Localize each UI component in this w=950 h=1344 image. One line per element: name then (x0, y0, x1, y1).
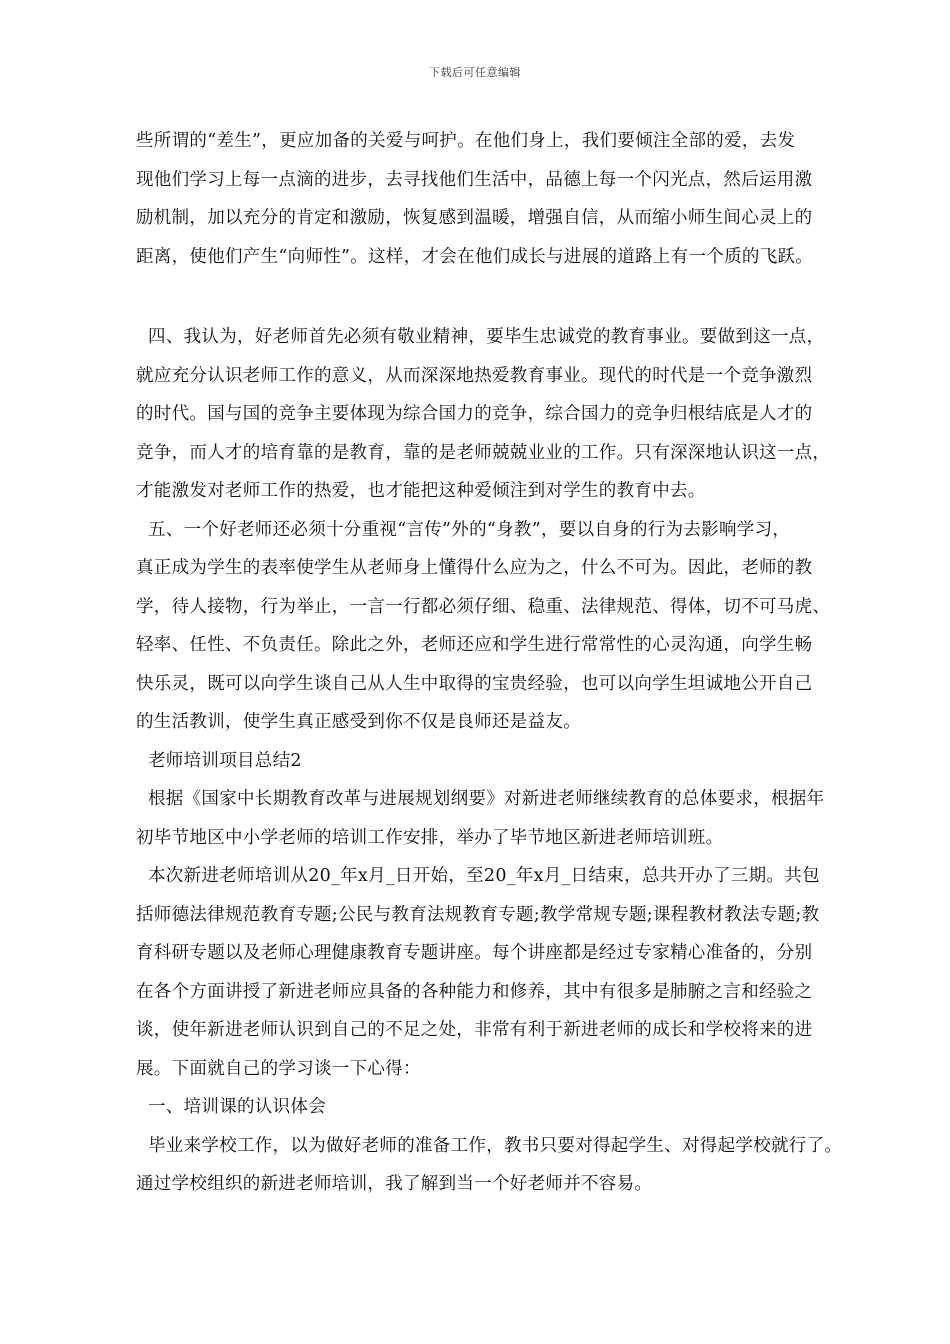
paragraph-line: 通过学校组织的新进老师培训，我了解到当一个好老师并不容易。 (136, 1174, 653, 1194)
paragraph-line: 些所谓的“差生”，更应加备的关爱与呵护。在他们身上，我们要倾注全部的爱，去发 (136, 131, 796, 151)
paragraph-line: 距离，使他们产生“向师性”。这样，才会在他们成长与进展的道路上有一个质的飞跃。 (136, 246, 814, 267)
paragraph-line: 初毕节地区中小学老师的培训工作安排，举办了毕节地区新进老师培训班。 (136, 827, 724, 848)
paragraph-line: 在各个方面讲授了新进老师应具备的各种能力和修养，其中有很多是肺腑之言和经验之 (136, 981, 813, 1002)
paragraph-line: 励机制，加以充分的肯定和激励，恢复感到温暖，增强自信，从而缩小师生间心灵上的 (136, 208, 813, 228)
paragraph-line: 括师德法律规范教育专题;公民与教育法规教育专题;教学常规专题;课程教材教法专题;教 (136, 904, 820, 925)
paragraph-line: 轻率、任性、不负责任。除此之外，老师还应和学生进行常常性的心灵沟通，向学生畅 (136, 635, 813, 655)
paragraph-line: 竞争，而人才的培育靠的是教育，靠的是老师兢兢业业的工作。只有深深地认识这一点， (136, 442, 831, 463)
paragraph-line: 学，待人接物，行为举止，一言一行都必须仔细、稳重、法律规范、得体，切不可马虎、 (136, 596, 831, 617)
paragraph-line: 谈，使年新进老师认识到自己的不足之处，非常有利于新进老师的成长和学校将来的进 (136, 1020, 813, 1040)
paragraph-line: 展。下面就自己的学习谈一下心得： (136, 1058, 421, 1079)
paragraph-gap (136, 276, 896, 318)
section-title: 老师培训项目总结2 (148, 750, 302, 771)
paragraph-line: 育科研专题以及老师心理健康教育专题讲座。每个讲座都是经过专家精心准备的，分别 (136, 943, 813, 963)
paragraph-line: 现他们学习上每一点滴的进步，去寻找他们生活中，品德上每一个闪光点，然后运用激 (136, 169, 813, 190)
paragraph-line: 五、一个好老师还必须十分重视“言传”外的“身教”，要以自身的行为去影响学习， (148, 519, 791, 540)
page-header: 下载后可任意编辑 (429, 66, 521, 79)
paragraph-line: 毕业来学校工作，以为做好老师的准备工作，教书只要对得起学生、对得起学校就行了。 (148, 1135, 843, 1156)
paragraph-line: 快乐灵，既可以向学生谈自己从人生中取得的宝贵经验，也可以向学生坦诚地公开自己 (136, 673, 813, 694)
paragraph-line: 的生活教训，使学生真正感受到你不仅是良师还是益友。 (136, 712, 581, 732)
paragraph-line: 真正成为学生的表率使学生从老师身上懂得什么应为之，什么不可为。因此，老师的教 (136, 558, 813, 578)
paragraph-line: 根据《国家中长期教育改革与进展规划纲要》对新进老师继续教育的总体要求，根据年 (148, 789, 825, 809)
subsection-title: 一、培训课的认识体会 (148, 1097, 326, 1117)
paragraph-line: 的时代。国与国的竞争主要体现为综合国力的竞争，综合国力的竞争归根结底是人才的 (136, 404, 813, 424)
paragraph-line: 本次新进老师培训从20_年x月_日开始，至20_年x月_日结束，总共开办了三期。共包 (148, 866, 820, 886)
document-body (136, 122, 896, 1204)
paragraph-line: 才能激发对老师工作的热爱，也才能把这种爱倾注到对学生的教育中去。 (136, 481, 706, 501)
paragraph-line: 就应充分认识老师工作的意义，从而深深地热爱教育事业。现代的时代是一个竞争激烈 (136, 365, 813, 386)
paragraph-line: 四、我认为，好老师首先必须有敬业精神，要毕生忠诚党的教育事业。要做到这一点， (148, 327, 825, 347)
